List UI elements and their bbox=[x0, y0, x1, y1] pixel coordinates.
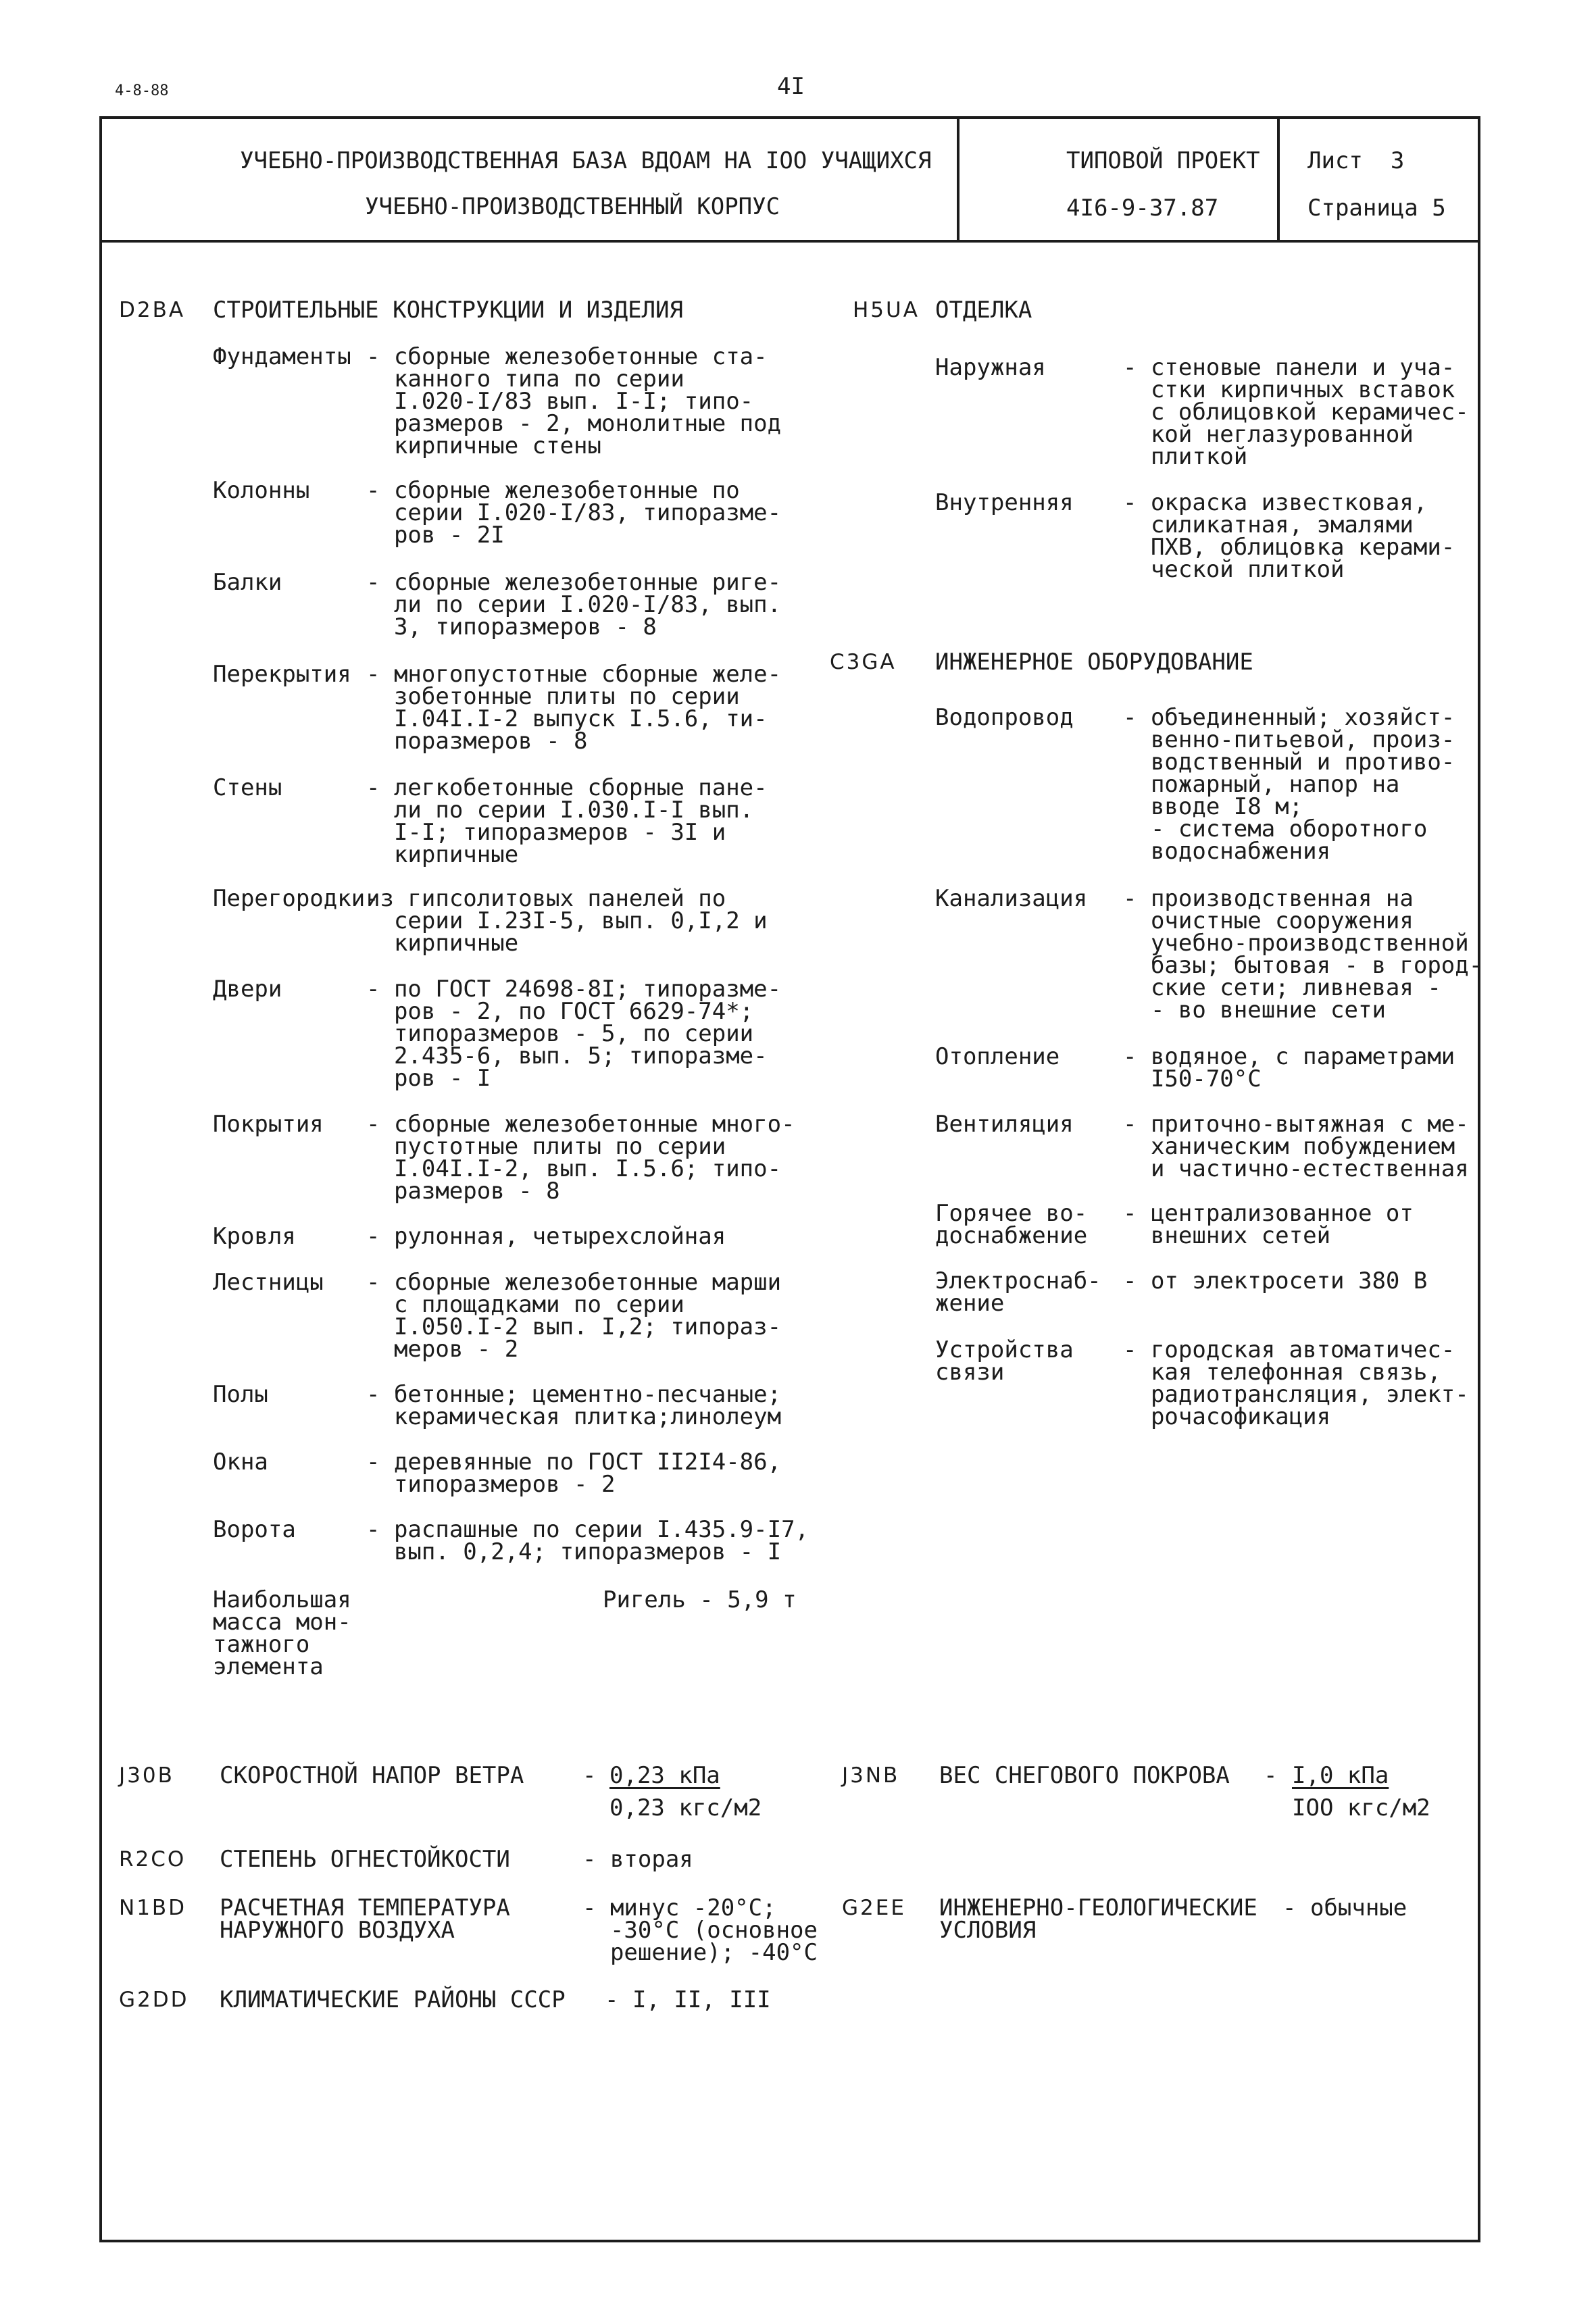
item-text: - сборные железобетонные по серии I.020-I/83, типоразме- ров - 2I bbox=[366, 477, 782, 549]
engineering-text: - водяное, с параметрами I50-70°С bbox=[1123, 1043, 1455, 1092]
engineering-text: - приточно-вытяжная с ме- ханическим побуждением и частично-естественная bbox=[1123, 1111, 1469, 1182]
item-label: Ворота bbox=[213, 1516, 296, 1543]
title-line-1: УЧЕБНО-ПРОИЗВОДСТВЕННАЯ БАЗА ВДОАМ НА IOO УЧАЩИХСЯ bbox=[240, 147, 932, 174]
engineering-label: Устройства связи bbox=[935, 1336, 1074, 1386]
item-text: - по ГОСТ 24698-8I; типоразме- ров - 2, по ГОСТ 6629-74*; типоразмеров - 5, по серии 2.435-6, вып. 5; типоразме- ров - I bbox=[366, 976, 782, 1092]
item-text: - сборные железобетонные риге- ли по серии I.020-I/83, вып. 3, типоразмеров - 8 bbox=[366, 569, 782, 640]
finish-heading: ОТДЕЛКА bbox=[935, 297, 1032, 324]
max-mass-value: Ригель - 5,9 т bbox=[603, 1586, 797, 1613]
finish-label: Наружная bbox=[935, 354, 1046, 381]
wind-value-kpa: 0,23 кПа bbox=[609, 1762, 720, 1789]
page-label: Страница 5 bbox=[1307, 195, 1446, 222]
item-text: - сборные железобетонные ста- канного типа по серии I.020-I/83 вып. I-I; типо- размеров - 2, монолитные под кирпичные стены bbox=[366, 343, 782, 459]
title-line-2: УЧЕБНО-ПРОИЗВОДСТВЕННЫЙ КОРПУС bbox=[365, 193, 780, 220]
item-label: Фундаменты bbox=[213, 343, 351, 370]
item-text: - бетонные; цементно-песчаные; керамическая плитка;линолеум bbox=[366, 1381, 782, 1430]
item-text: - сборные железобетонные марши с площадками по серии I.050.I-2 вып. I,2; типораз- меров - 2 bbox=[366, 1269, 782, 1363]
snow-code: J3NB bbox=[842, 1763, 900, 1788]
fire-code: R2CO bbox=[119, 1847, 186, 1871]
section-heading: СТРОИТЕЛЬНЫЕ КОНСТРУКЦИИ И ИЗДЕЛИЯ bbox=[213, 297, 683, 324]
finish-label: Внутренняя bbox=[935, 489, 1074, 516]
geology-value: - обычные bbox=[1282, 1894, 1407, 1921]
climate-code: G2DD bbox=[119, 1988, 189, 2012]
item-label: Кровля bbox=[213, 1223, 296, 1250]
item-text: - многопустотные сборные желе- зобетонные плиты по серии I.04I.I-2 выпуск I.5.6, ти- поразмеров - 8 bbox=[366, 661, 782, 755]
engineering-text: - от электросети 380 В bbox=[1123, 1267, 1428, 1294]
snow-dash: - bbox=[1264, 1762, 1278, 1789]
project-number: 4I6-9-37.87 bbox=[1066, 195, 1219, 222]
title-block-separator bbox=[1277, 116, 1280, 241]
item-text: - легкобетонные сборные пане- ли по серии I.030.I-I вып. I-I; типоразмеров - 3I и кирпичные bbox=[366, 774, 768, 868]
temperature-value: - минус -20°С; -30°С (основное решение); -40°С bbox=[582, 1894, 818, 1966]
engineering-label: Водопровод bbox=[935, 704, 1074, 731]
project-label: ТИПОВОЙ ПРОЕКТ bbox=[1066, 147, 1260, 174]
engineering-code: C3GA bbox=[830, 650, 897, 674]
title-block-divider bbox=[99, 240, 1480, 243]
engineering-label: Канализация bbox=[935, 885, 1088, 912]
max-mass-label: Наибольшая масса мон- тажного элемента bbox=[213, 1586, 351, 1680]
item-text: - рулонная, четырехслойная bbox=[366, 1223, 726, 1250]
engineering-label: Отопление bbox=[935, 1043, 1060, 1070]
item-label: Покрытия bbox=[213, 1111, 324, 1138]
engineering-label: Электроснаб- жение bbox=[935, 1267, 1101, 1317]
title-block-separator bbox=[957, 116, 959, 241]
geology-label: ИНЖЕНЕРНО-ГЕОЛОГИЧЕСКИЕ УСЛОВИЯ bbox=[939, 1894, 1257, 1944]
snow-value-kgs: IOO кгс/м2 bbox=[1292, 1794, 1430, 1821]
wind-value-kgs: 0,23 кгс/м2 bbox=[609, 1794, 762, 1821]
sheet-label: Лист 3 bbox=[1307, 147, 1405, 174]
item-label: Полы bbox=[213, 1381, 268, 1408]
item-label: Лестницы bbox=[213, 1269, 324, 1296]
engineering-label: Горячее во- доснабжение bbox=[935, 1200, 1088, 1249]
item-text: - деревянные по ГОСТ II2I4-86, типоразмеров - 2 bbox=[366, 1449, 782, 1498]
fire-label: СТЕПЕНЬ ОГНЕСТОЙКОСТИ bbox=[220, 1846, 510, 1873]
section-code: D2BA bbox=[119, 298, 186, 322]
item-label: Колонны bbox=[213, 477, 310, 504]
date-stamp: 4-8-88 bbox=[115, 82, 169, 99]
finish-code: H5UA bbox=[853, 298, 920, 322]
finish-text: - окраска известковая, силикатная, эмалями ПХВ, облицовка керами- ческой плиткой bbox=[1123, 489, 1455, 583]
item-text: из гипсолитовых панелей по серии I.23I-5, вып. 0,I,2 и кирпичные bbox=[366, 885, 768, 957]
wind-label: СКОРОСТНОЙ НАПОР ВЕТРА bbox=[220, 1762, 524, 1789]
item-label: Балки bbox=[213, 569, 282, 596]
engineering-text: - производственная на очистные сооружения учебно-производственной базы; бытовая - в город- ские сети; ливневая - - во внешние сети bbox=[1123, 885, 1483, 1024]
climate-value: - I, II, III bbox=[605, 1986, 771, 2013]
item-label: Перегородки- bbox=[213, 885, 379, 912]
engineering-heading: ИНЖЕНЕРНОЕ ОБОРУДОВАНИЕ bbox=[935, 649, 1253, 676]
finish-text: - стеновые панели и уча- стки кирпичных вставок с облицовкой керамичес- кой неглазурованной плиткой bbox=[1123, 354, 1469, 470]
engineering-text: - централизованное от внешних сетей bbox=[1123, 1200, 1414, 1249]
geology-code: G2EE bbox=[842, 1896, 906, 1920]
item-text: - распашные по серии I.435.9-I7, вып. 0,2,4; типоразмеров - I bbox=[366, 1516, 809, 1565]
snow-value-kpa: I,0 кПа bbox=[1292, 1762, 1389, 1789]
engineering-text: - городская автоматичес- кая телефонная связь, радиотрансляция, элект- рочасофикация bbox=[1123, 1336, 1469, 1430]
temperature-code: N1BD bbox=[119, 1896, 187, 1920]
item-label: Окна bbox=[213, 1449, 268, 1476]
page-number: 4I bbox=[777, 73, 805, 100]
item-label: Перекрытия bbox=[213, 661, 351, 688]
temperature-label: РАСЧЕТНАЯ ТЕМПЕРАТУРА НАРУЖНОГО ВОЗДУХА bbox=[220, 1894, 510, 1944]
snow-label: ВЕС СНЕГОВОГО ПОКРОВА bbox=[939, 1762, 1230, 1789]
item-label: Стены bbox=[213, 774, 282, 801]
fire-value: - вторая bbox=[582, 1846, 693, 1873]
engineering-text: - объединенный; хозяйст- венно-питьевой, произ- водственный и противо- пожарный, напор на вводе I8 м; - система оборотного водоснабжения bbox=[1123, 704, 1455, 865]
item-label: Двери bbox=[213, 976, 282, 1003]
item-text: - сборные железобетонные много- пустотные плиты по серии I.04I.I-2, вып. I.5.6; типо- размеров - 8 bbox=[366, 1111, 795, 1205]
wind-code: J30B bbox=[119, 1763, 174, 1788]
engineering-label: Вентиляция bbox=[935, 1111, 1074, 1138]
wind-dash: - bbox=[582, 1762, 597, 1789]
climate-label: КЛИМАТИЧЕСКИЕ РАЙОНЫ СССР bbox=[220, 1986, 566, 2013]
